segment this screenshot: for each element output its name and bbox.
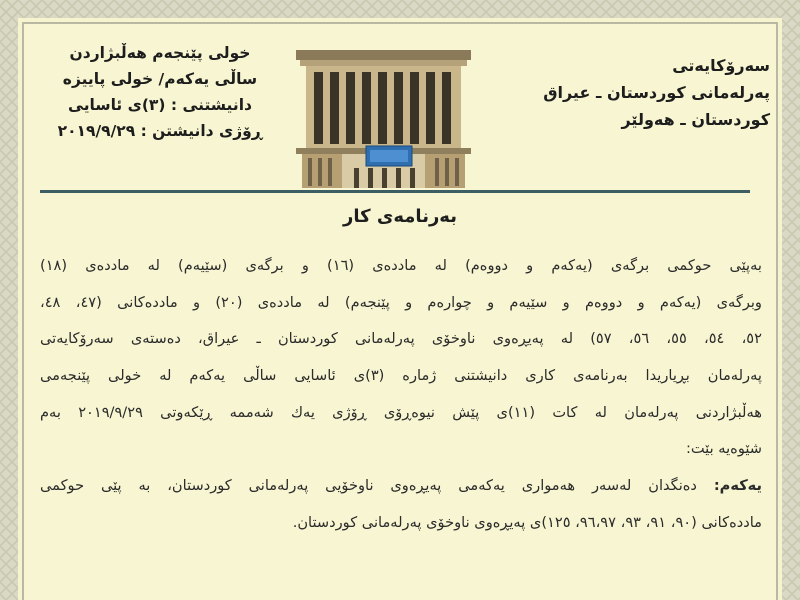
location-label: کوردستان ـ هەولێر [621,110,770,129]
session-info [40,40,280,144]
agenda-item-1-continued: ماددەکانی (٩٠، ٩١، ٩٣، ٩٦،٩٧، ١٢٥)ی پەیڕەوی ناوخۆی پەرلەمانی کوردستان. [292,513,762,531]
agenda-body [40,248,762,542]
agenda-item-label: یەکەم: [713,477,762,495]
institution-header [540,52,770,133]
paragraph-line: پەرلەمان بڕیاریدا بەرنامەی کاری دانیشتنی ژمارە (٣)ی ئاسایی ساڵی یەکەم لە خولی پێنجەمی [40,367,762,385]
paragraph-line: هەڵبژاردنی پەرلەمان لە کات (١١)ی پێش نیوەڕۆی ڕۆژی یەك شەممە ڕێکەوتی ٢٠١٩/٩/٢٩ بەم [40,403,762,421]
session-number: دانیشتنی : (٣)ی ئاسایی [68,96,252,114]
header-divider [40,190,750,193]
parliament-name: پەرلەمانی کوردستان ـ عیراق [543,83,770,102]
paragraph-line: بەپێی حوکمی برگەی (یەکەم و دووەم) لە ماددەی (١٦) و برگەی (سێیەم) لە ماددەی (١٨) [40,257,762,274]
session-date: ڕۆژی دانیشتن : ٢٠١٩/٩/٢٩ [57,122,263,140]
parliament-building-logo [296,50,471,190]
session-term: خولی پێنجەم هەڵبژاردن [69,44,251,62]
document-title: بەرنامەی کار [343,206,457,227]
agenda-item-text: دەنگدان لەسەر هەمواری یەکەمی پەیڕەوی ناوخۆیی پەرلەمانی کوردستان، بە پێی حوکمی [40,477,697,495]
paragraph-line: ٥٢، ٥٤، ٥٥، ٥٦، ٥٧) لە پەیڕەوی ناوخۆی پەرلەمانی کوردستان ـ عیراق، دەستەی سەرۆکایەتی [40,330,762,348]
presidency-label: سەرۆکایەتی [672,56,770,75]
paragraph-line: شێوەیە بێت: [685,440,762,458]
agenda-item-1 [40,468,762,505]
paragraph-line: وبرگەی (یەکەم و دووەم و سێیەم و چوارەم و پێنجەم) لە ماددەی (٢٠) و ماددەکانی (٤٧، ٤٨، [40,293,762,311]
session-year: ساڵی یەکەم/ خولی پاییزە [62,70,258,88]
